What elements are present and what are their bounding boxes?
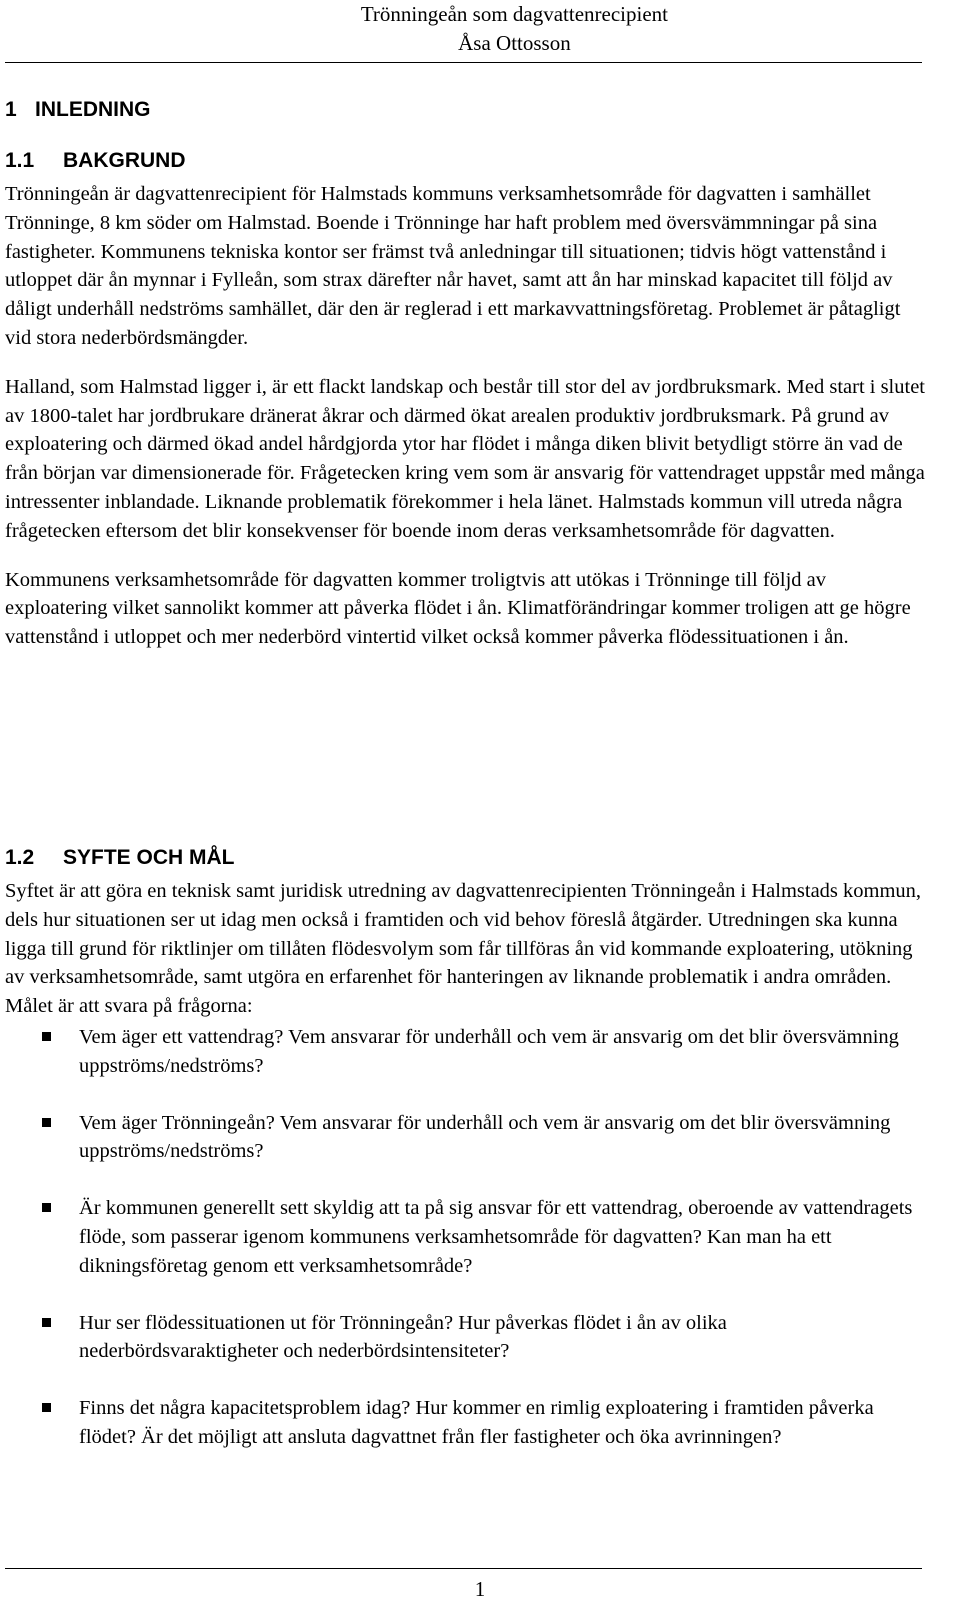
list-item <box>0 1109 930 1167</box>
square-bullet-icon <box>42 1032 51 1041</box>
page-number: 1 <box>474 1577 486 1601</box>
question-text: Vem äger ett vattendrag? Vem ansvarar för underhåll och vem är ansvarig om det blir översvämning uppströms/nedströms? <box>79 1026 899 1077</box>
section-heading-syfte-och-mal <box>5 845 235 871</box>
section-number: 1.2 <box>5 846 35 869</box>
list-item <box>0 1194 930 1280</box>
section-title: INLEDNING <box>35 98 151 121</box>
paragraph: Halland, som Halmstad ligger i, är ett flackt landskap och består till stor del av jordbruksmark. Med start i slutet av 1800-talet har jordbrukare dränerat åkrar och därmed ökat arealen produktiv jordbruksmark. På grund av exploatering och därmed ökad andel hårdgjorda ytor har flödet i många diken blivit betydligt större än vad de från början var dimensionerade för. Frågetecken kring vem som är ansvarig för vattendraget uppstår med många intressenter inblandade. Liknande problematik förekommer i hela länet. Halmstads kommun vill utreda några frågetecken eftersom det blir konsekvenser för boende inom deras verksamhetsområde för dagvatten. <box>5 375 925 542</box>
header-title: Trönningeån som dagvattenrecipient <box>360 2 668 26</box>
section-number: 1 <box>5 98 17 121</box>
list-item <box>0 1309 930 1367</box>
question-text: Hur ser flödessituationen ut för Trönningeån? Hur påverkas flödet i ån av olika nederbördsvaraktigheter och nederbördsintensiteter? <box>79 1311 727 1363</box>
paragraph: Syftet är att göra en teknisk samt juridisk utredning av dagvattenrecipienten Trönningeån i Halmstads kommun, dels hur situationen ser ut idag men också i framtiden och vid behov föreslå åtgärder. Utredningen ska kunna ligga till grund för riktlinjer om tillåten flödesvolym som får tillföras ån vid kommande exploatering, utökning av verksamhetsområde, samt utgöra en erfarenhet för hanteringen av liknande problematik i andra områden. Målet är att svara på frågorna: <box>5 880 922 1018</box>
list-item <box>0 1394 930 1452</box>
paragraph: Kommunens verksamhetsområde för dagvatten kommer troligtvis att utökas i Trönninge till följd av exploatering vilket sannolikt kommer att påverka flödet i ån. Klimatförändringar kommer troligen att ge högre vattenstånd i utloppet och mer nederbörd vintertid vilket också kommer påverka flödessituationen i ån. <box>5 568 911 649</box>
list-item <box>0 1023 930 1081</box>
running-header <box>361 0 668 58</box>
square-bullet-icon <box>42 1318 51 1327</box>
header-divider <box>5 62 922 63</box>
square-bullet-icon <box>42 1203 51 1212</box>
header-author: Åsa Ottosson <box>458 31 571 55</box>
square-bullet-icon <box>42 1403 51 1412</box>
section-title: BAKGRUND <box>63 149 186 172</box>
footer-divider <box>5 1568 922 1569</box>
bakgrund-text <box>5 180 930 672</box>
question-text: Finns det några kapacitetsproblem idag? Hur kommer en rimlig exploatering i framtiden påverka flödet? Är det möjligt att ansluta dagvattnet från fler fastigheter och öka avrinningen? <box>79 1397 874 1448</box>
syfte-text <box>5 877 930 1021</box>
paragraph: Trönningeån är dagvattenrecipient för Halmstads kommuns verksamhetsområde för dagvatten i samhället Trönninge, 8 km söder om Halmstad. Boende i Trönninge har haft problem med översvämmningar på sina fastigheter. Kommunens tekniska kontor ser främst två anledningar till situationen; tidvis högt vattenstånd i utloppet där ån mynnar i Fylleån, som strax därefter når havet, samt att ån har minskad kapacitet till följd av dåligt underhåll nedströms samhället, där den är reglerad i ett markavvattningsföretag. Problemet är påtagligt vid stora nederbördsmängder. <box>5 183 901 349</box>
square-bullet-icon <box>42 1118 51 1127</box>
section-number: 1.1 <box>5 149 35 172</box>
question-text: Vem äger Trönningeån? Vem ansvarar för underhåll och vem är ansvarig om det blir översvämning uppströms/nedströms? <box>79 1111 891 1163</box>
question-text: Är kommunen generellt sett skyldig att ta på sig ansvar för ett vattendrag, oberoende av vattendragets flöde, som passerar igenom kommunens verksamhetsområde för dagvatten? Kan man ha ett dikningsföretag genom ett verksamhetsområde? <box>79 1197 913 1277</box>
section-heading-bakgrund <box>5 148 186 174</box>
question-list <box>0 1023 930 1480</box>
section-heading-inledning <box>5 97 151 123</box>
section-title: SYFTE OCH MÅL <box>63 846 235 869</box>
